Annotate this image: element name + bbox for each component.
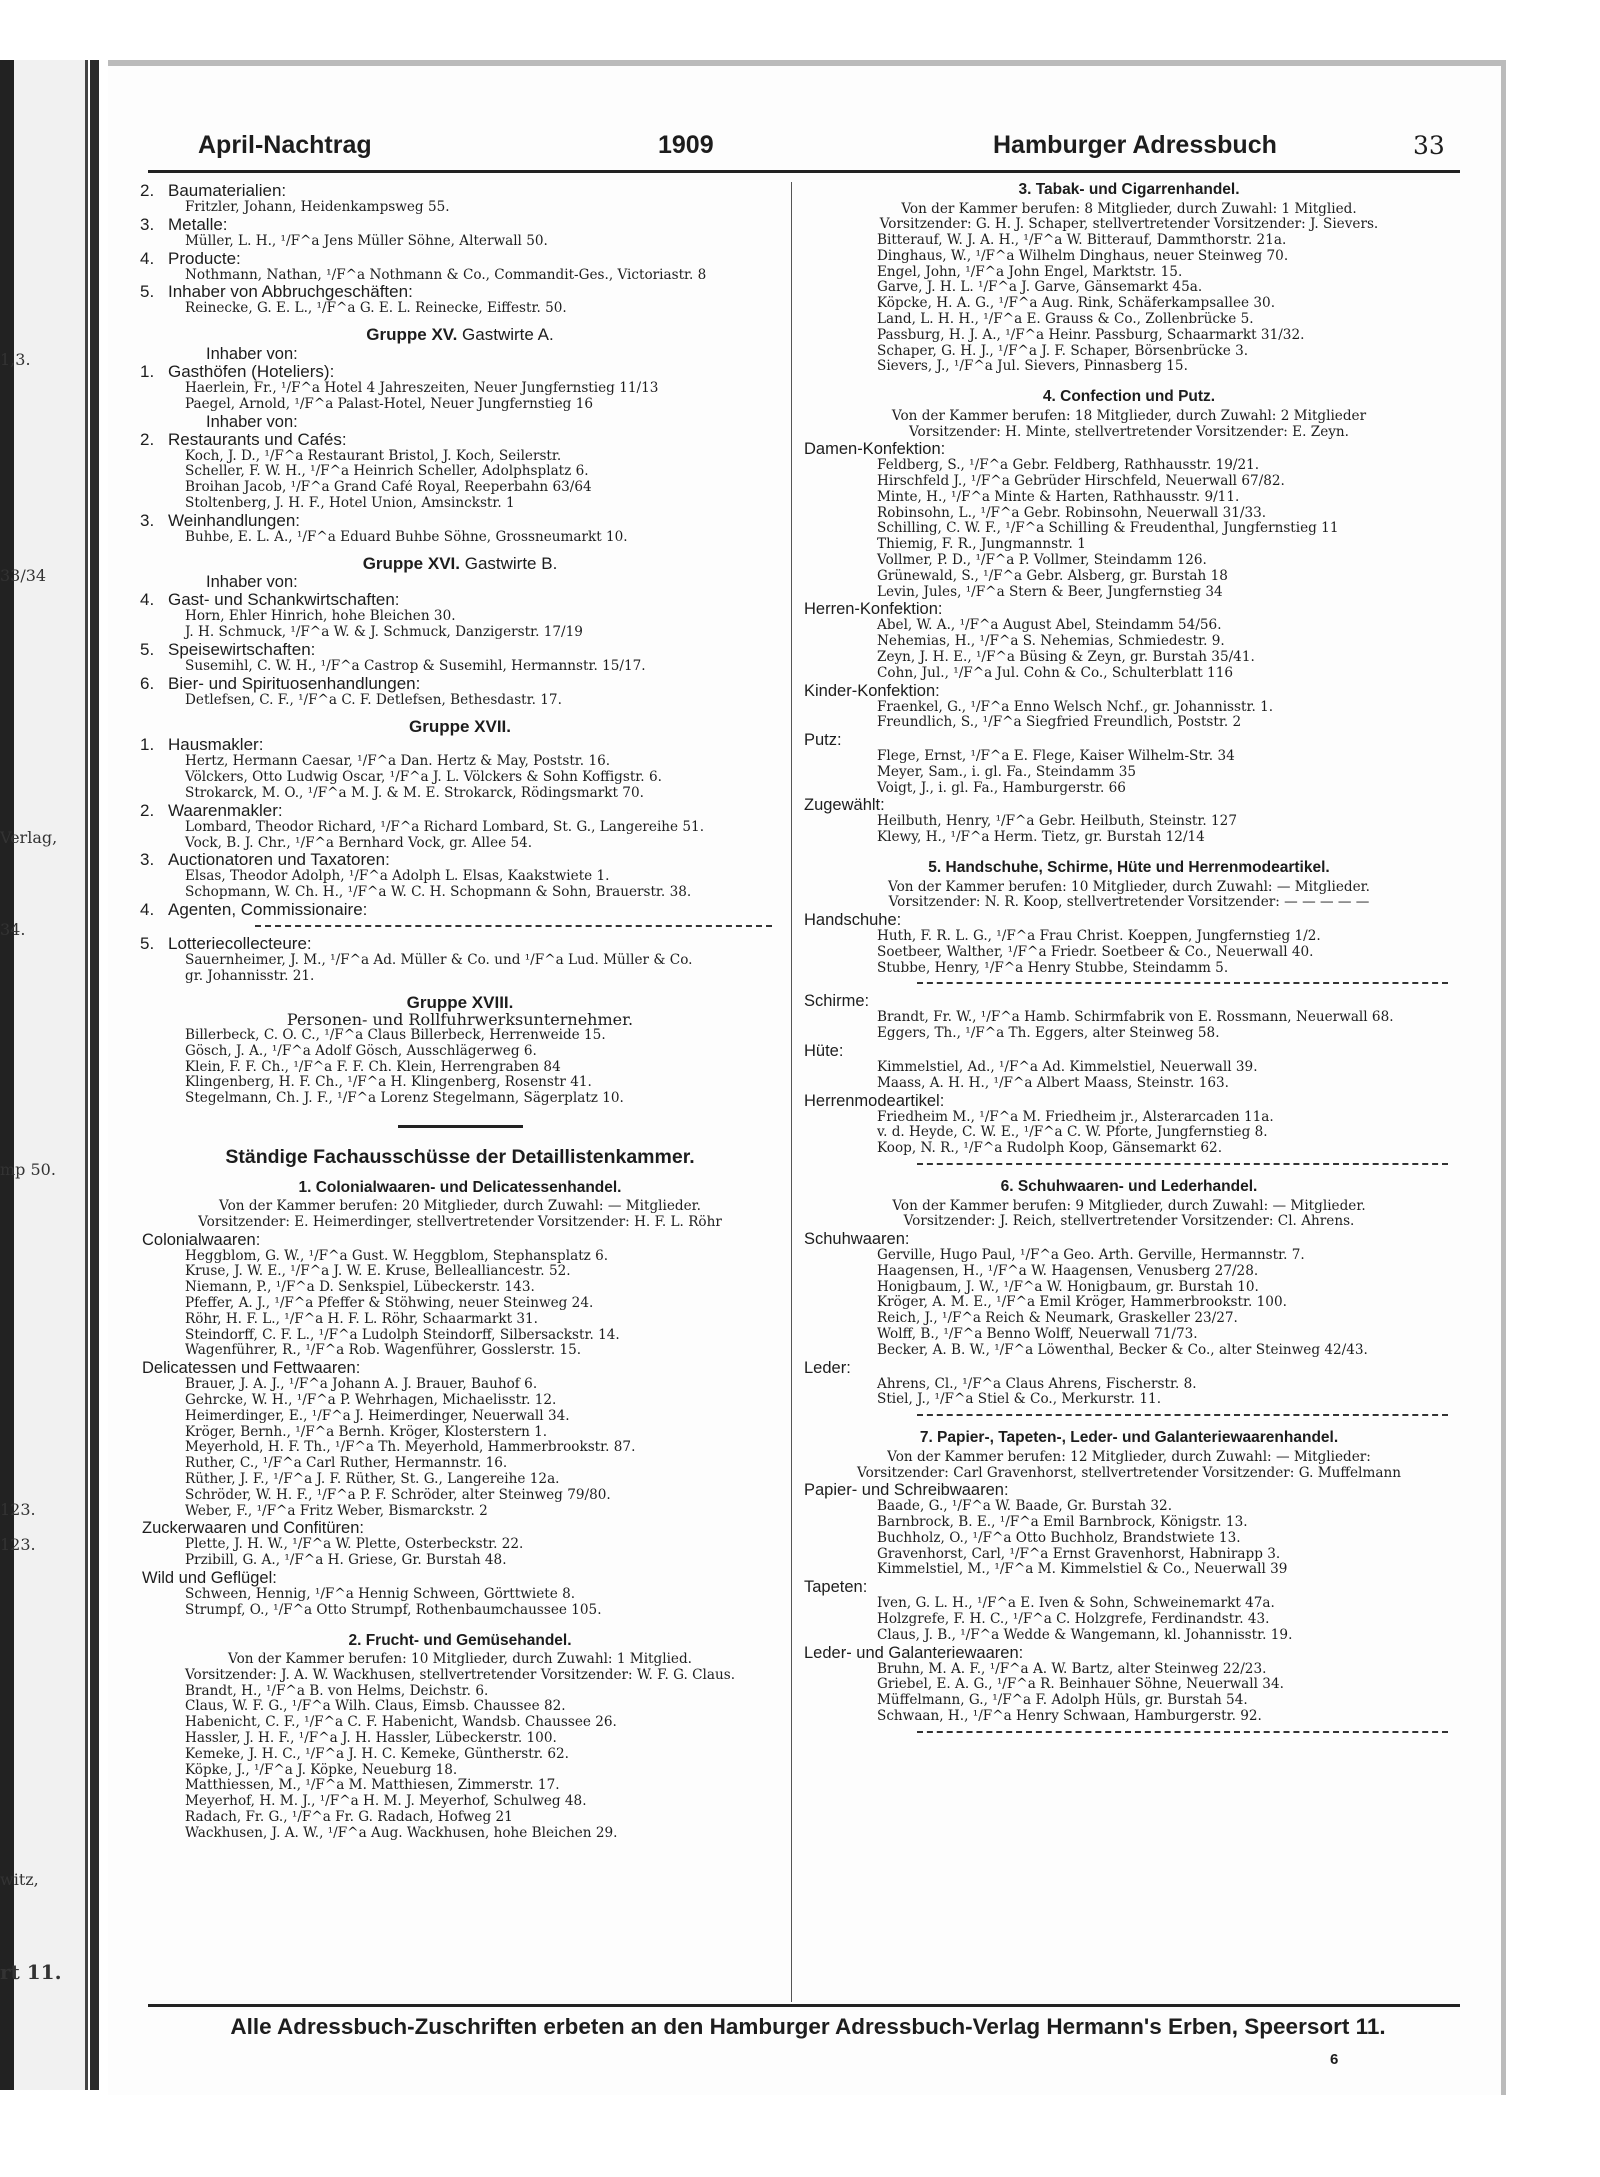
list-item: Klewy, H., ¹/F^a Herm. Tietz, gr. Burstah 12/14 <box>877 830 1205 846</box>
header-title: Hamburger Adressbuch <box>993 131 1277 159</box>
list-item: Bitterauf, W. J. A. H., ¹/F^a W. Bitterauf, Dammthorstr. 21a. <box>877 232 1287 248</box>
list-item: Broihan Jacob, ¹/F^a Grand Café Royal, Reeperbahn 63/64 <box>185 480 592 496</box>
separator-rule <box>398 1125 523 1128</box>
list-item: Buhbe, E. L. A., ¹/F^a Eduard Buhbe Söhne, Grossneumarkt 10. <box>185 529 628 545</box>
committee-meta: Vorsitzender: J. Reich, stellvertretender Vorsitzender: Cl. Ahrens. <box>903 1213 1355 1230</box>
list-item: Claus, W. F. G., ¹/F^a Wilh. Claus, Eimsb. Chaussee 82. <box>185 1699 566 1715</box>
spine-fragment: 34. <box>0 920 26 939</box>
list-item: Kröger, A. M. E., ¹/F^a Emil Kröger, Hammerbrookstr. 100. <box>877 1295 1287 1311</box>
list-item: Nehemias, H., ¹/F^a S. Nehemias, Schmiedestr. 9. <box>877 634 1225 650</box>
list-item: Völckers, Otto Ludwig Oscar, ¹/F^a J. L. Völckers & Sohn Koffigstr. 6. <box>185 770 662 786</box>
list-item: Brandt, H., ¹/F^a B. von Helms, Deichstr. 6. <box>185 1683 489 1699</box>
list-item: Susemihl, C. W. H., ¹/F^a Castrop & Susemihl, Hermannstr. 15/17. <box>185 658 646 674</box>
list-item: Garve, J. H. L. ¹/F^a J. Garve, Gänsemarkt 45a. <box>877 280 1203 296</box>
list-item: Haagensen, H., ¹/F^a W. Haagensen, Venusberg 27/28. <box>877 1263 1259 1279</box>
list-item: Robinsohn, L., ¹/F^a Gebr. Robinsohn, Neuerwall 31/33. <box>877 505 1267 521</box>
list-item: Barnbrock, B. E., ¹/F^a Emil Barnbrock, Königstr. 13. <box>877 1514 1248 1530</box>
page-number: 33 <box>1413 131 1445 160</box>
list-item: Gösch, J. A., ¹/F^a Adolf Gösch, Ausschlägerweg 6. <box>185 1043 537 1059</box>
list-item: Fritzler, Johann, Heidenkampsweg 55. <box>185 200 450 215</box>
list-item: Scheller, F. W. H., ¹/F^a Heinrich Scheller, Adolphsplatz 6. <box>185 464 589 480</box>
list-item: Freundlich, S., ¹/F^a Siegfried Freundlich, Poststr. 2 <box>877 715 1242 731</box>
list-item: Plette, J. H. W., ¹/F^a W. Plette, Osterbeckstr. 22. <box>185 1537 524 1553</box>
category-row <box>140 512 780 530</box>
section-title: 7. Papier-, Tapeten-, Leder- und Galanteriewaarenhandel. <box>919 1429 1339 1447</box>
list-item: Eggers, Th., ¹/F^a Th. Eggers, alter Steinweg 58. <box>877 1026 1220 1042</box>
list-item: J. H. Schmuck, ¹/F^a W. & J. Schmuck, Danzigerstr. 17/19 <box>185 625 583 641</box>
list-item: Schaper, G. H. J., ¹/F^a J. F. Schaper, Börsenbrücke 3. <box>877 343 1249 359</box>
list-item: Soetbeer, Walther, ¹/F^a Friedr. Soetbeer & Co., Neuerwall 40. <box>877 944 1314 960</box>
category-label: Zugewählt: <box>804 796 885 815</box>
category-number: 1. <box>140 361 155 381</box>
list-item: Przibill, G. A., ¹/F^a H. Griese, Gr. Burstah 48. <box>185 1553 507 1569</box>
group-title <box>140 992 780 1012</box>
category-row <box>140 935 780 953</box>
list-item: Fraenkel, G., ¹/F^a Enno Welsch Nchf., gr. Johannisstr. 1. <box>877 699 1274 715</box>
page-edge <box>90 60 99 2090</box>
category-label: Hüte: <box>804 1042 844 1061</box>
list-item: Kimmelstiel, Ad., ¹/F^a Ad. Kimmelstiel, Neuerwall 39. <box>877 1060 1258 1076</box>
list-item: Land, L. H. H., ¹/F^a E. Grauss & Co., Zollenbrücke 5. <box>877 311 1254 327</box>
category-number: 5. <box>140 639 155 659</box>
committee-meta: Von der Kammer berufen: 12 Mitglieder, durch Zuwahl: — Mitglieder: <box>887 1448 1371 1465</box>
list-item: Maass, A. H. H., ¹/F^a Albert Maass, Steinstr. 163. <box>877 1075 1229 1091</box>
list-item: Huth, F. R. L. G., ¹/F^a Frau Christ. Koeppen, Jungfernstieg 1/2. <box>877 929 1321 945</box>
category-label: Wild und Geflügel: <box>142 1569 277 1588</box>
list-item: Hirschfeld J., ¹/F^a Gebrüder Hirschfeld, Neuerwall 67/82. <box>877 473 1285 489</box>
spine-fragment: mp 50. <box>0 1160 56 1179</box>
list-item: Vock, B. J. Chr., ¹/F^a Bernhard Vock, gr. Allee 54. <box>185 835 533 851</box>
category-label: Papier- und Schreibwaaren: <box>804 1481 1009 1500</box>
category-row <box>140 182 780 200</box>
category-label: Delicatessen und Fettwaaren: <box>142 1359 361 1378</box>
group-subtitle: Gastwirte B. <box>464 553 558 573</box>
category-label: Schuhwaaren: <box>804 1230 910 1249</box>
list-item: Kruse, J. W. E., ¹/F^a J. W. E. Kruse, Bellealliancestr. 52. <box>185 1264 571 1280</box>
list-item: Detlefsen, C. F., ¹/F^a C. F. Detlefsen, Bethesdastr. 17. <box>185 692 562 708</box>
list-item: Reinecke, G. E. L., ¹/F^a G. E. L. Reinecke, Eiffestr. 50. <box>185 301 567 317</box>
list-item: Heilbuth, Henry, ¹/F^a Gebr. Heilbuth, Steinstr. 127 <box>877 814 1237 830</box>
list-item: Koch, J. D., ¹/F^a Restaurant Bristol, J. Koch, Seilerstr. <box>185 448 562 464</box>
group-number: Gruppe XVIII. <box>406 992 514 1012</box>
category-row <box>140 363 780 381</box>
footer-notice: Alle Adressbuch-Zuschriften erbeten an den Hamburger Adressbuch-Verlag Hermann's Erben, Speersort 11. <box>230 2014 1386 2039</box>
blank-line-dashes <box>917 1731 1448 1733</box>
committee-meta: Von der Kammer berufen: 9 Mitglieder, durch Zuwahl: — Mitglieder. <box>892 1197 1366 1214</box>
list-item: v. d. Heyde, C. W. E., ¹/F^a C. W. Pforte, Jungfernstieg 8. <box>877 1125 1268 1141</box>
group-number: Gruppe XV. <box>366 325 458 345</box>
spine-fragment: Verlag, <box>0 828 58 847</box>
list-item: Passburg, H. J. A., ¹/F^a Heinr. Passburg, Schaarmarkt 31/32. <box>877 327 1305 343</box>
category-label: Kinder-Konfektion: <box>804 681 940 700</box>
blank-line-dashes <box>255 925 772 927</box>
list-item: Reich, J., ¹/F^a Reich & Neumark, Graskeller 23/27. <box>877 1311 1238 1327</box>
list-item: Sauernheimer, J. M., ¹/F^a Ad. Müller & Co. und ¹/F^a Lud. Müller & Co. <box>185 952 693 968</box>
list-item: Levin, Jules, ¹/F^a Stern & Beer, Jungfernstieg 34 <box>877 584 1223 600</box>
list-item: Honigbaum, J. W., ¹/F^a W. Honigbaum, gr. Burstah 10. <box>877 1279 1259 1295</box>
list-item: Gehrcke, W. H., ¹/F^a P. Wehrhagen, Michaelisstr. 12. <box>185 1393 557 1409</box>
standing-committees-heading: Ständige Fachausschüsse der Detaillistenkammer. <box>225 1145 695 1168</box>
category-label: Metalle: <box>168 214 228 234</box>
category-number: 3. <box>140 214 155 234</box>
list-item: Kimmelstiel, M., ¹/F^a M. Kimmelstiel & Co., Neuerwall 39 <box>877 1562 1288 1578</box>
list-item: Stoltenberg, J. H. F., Hotel Union, Amsinckstr. 1 <box>185 495 515 511</box>
header-year: 1909 <box>658 131 714 159</box>
list-item: Wackhusen, J. A. W., ¹/F^a Aug. Wackhusen, hohe Bleichen 29. <box>185 1825 618 1841</box>
directory-page <box>108 60 1506 2095</box>
list-item: Wagenführer, R., ¹/F^a Rob. Wagenführer, Gosslerstr. 15. <box>185 1343 582 1359</box>
committee-meta: Von der Kammer berufen: 10 Mitglieder, durch Zuwahl: — Mitglieder. <box>888 878 1370 895</box>
section-title: 2. Frucht- und Gemüsehandel. <box>348 1631 572 1649</box>
list-item: Ahrens, Cl., ¹/F^a Claus Ahrens, Fischerstr. 8. <box>877 1376 1197 1392</box>
list-item: Matthiessen, M., ¹/F^a M. Matthiesen, Zimmerstr. 17. <box>185 1778 560 1794</box>
list-item: Schwaan, H., ¹/F^a Henry Schwaan, Hamburgerstr. 92. <box>877 1708 1262 1724</box>
list-item: Schilling, C. W. F., ¹/F^a Schilling & Freudenthal, Jungfernstieg 11 <box>877 521 1339 537</box>
list-item: Habenicht, C. F., ¹/F^a C. F. Habenicht, Wandsb. Chaussee 26. <box>185 1715 617 1731</box>
list-item: Lombard, Theodor Richard, ¹/F^a Richard Lombard, St. G., Langereihe 51. <box>185 819 705 835</box>
list-item: Schween, Hennig, ¹/F^a Hennig Schween, Görttwiete 8. <box>185 1587 576 1603</box>
list-item: Meyer, Sam., i. gl. Fa., Steindamm 35 <box>877 764 1136 780</box>
list-item: Pfeffer, A. J., ¹/F^a Pfeffer & Stöhwing, neuer Steinweg 24. <box>185 1296 594 1312</box>
list-item: Hassler, J. H. F., ¹/F^a J. H. Hassler, Lübeckerstr. 100. <box>185 1730 557 1746</box>
category-label: Handschuhe: <box>804 911 902 930</box>
group-title <box>140 327 780 343</box>
category-label: Zuckerwaaren und Confitüren: <box>142 1519 364 1538</box>
category-label: Putz: <box>804 731 842 750</box>
inhaber-label: Inhaber von: <box>206 344 298 363</box>
list-item: Brauer, J. A. J., ¹/F^a Johann A. J. Brauer, Bauhof 6. <box>185 1377 538 1393</box>
category-number: 2. <box>140 429 155 449</box>
list-item: Engel, John, ¹/F^a John Engel, Marktstr. 15. <box>877 264 1183 280</box>
group-title <box>140 716 780 736</box>
right-column <box>791 182 1456 2002</box>
category-label: Tapeten: <box>804 1578 868 1597</box>
category-label: Bier- und Spirituosenhandlungen: <box>168 673 421 693</box>
category-row <box>140 736 780 754</box>
list-item: Wolff, B., ¹/F^a Benno Wolff, Neuerwall 71/73. <box>877 1327 1198 1342</box>
spine-fragment: 1,3. <box>0 350 31 369</box>
section-title: 3. Tabak- und Cigarrenhandel. <box>1018 181 1240 198</box>
committee-meta: Vorsitzender: J. A. W. Wackhusen, stellvertretender Vorsitzender: W. F. G. Claus. <box>184 1667 736 1683</box>
category-label: Lotteriecollecteure: <box>168 933 312 953</box>
category-number: 3. <box>140 850 155 870</box>
left-column <box>140 182 780 1842</box>
list-item: Klein, F. F. Ch., ¹/F^a F. F. Ch. Klein, Herrengraben 84 <box>185 1059 561 1075</box>
category-label: Herren-Konfektion: <box>804 600 943 619</box>
list-item: Nothmann, Nathan, ¹/F^a Nothmann & Co., Commandit-Ges., Victoriastr. 8 <box>185 267 707 283</box>
list-item: Griebel, E. A. G., ¹/F^a R. Beinhauer Söhne, Neuerwall 34. <box>877 1677 1284 1693</box>
category-number: 4. <box>140 590 155 610</box>
list-item: Iven, G. L. H., ¹/F^a E. Iven & Sohn, Schweinemarkt 47a. <box>877 1596 1275 1612</box>
section-title: 4. Confection und Putz. <box>1042 388 1216 406</box>
list-item: Elsas, Theodor Adolph, ¹/F^a Adolph L. Elsas, Kaakstwiete 1. <box>185 869 610 885</box>
category-row <box>140 431 780 449</box>
list-item: Minte, H., ¹/F^a Minte & Harten, Rathhausstr. 9/11. <box>877 489 1240 505</box>
inhaber-label: Inhaber von: <box>206 573 298 592</box>
list-item: Röhr, H. F. L., ¹/F^a H. F. L. Röhr, Schaarmarkt 31. <box>185 1311 539 1327</box>
category-number: 2. <box>140 800 155 820</box>
category-row <box>140 641 780 659</box>
group-number: Gruppe XVI. <box>362 553 460 573</box>
spine-fragment: rt 11. <box>0 1960 62 1984</box>
category-number: 6. <box>140 673 155 693</box>
committee-meta: Von der Kammer berufen: 20 Mitglieder, durch Zuwahl: — Mitglieder. <box>219 1198 701 1215</box>
list-item: Ruther, C., ¹/F^a Carl Ruther, Hermannstr. 16. <box>185 1456 508 1472</box>
list-item: Müffelmann, G., ¹/F^a F. Adolph Hüls, gr. Burstah 54. <box>877 1693 1248 1709</box>
list-item: Cohn, Jul., ¹/F^a Jul. Cohn & Co., Schulterblatt 116 <box>877 665 1234 681</box>
list-item: Kemeke, J. H. C., ¹/F^a J. H. C. Kemeke, Güntherstr. 62. <box>185 1746 570 1762</box>
list-item: Müller, L. H., ¹/F^a Jens Müller Söhne, Alterwall 50. <box>185 233 548 249</box>
list-item: Horn, Ehler Hinrich, hohe Bleichen 30. <box>185 609 456 625</box>
spine-fragment: 123. <box>0 1535 36 1554</box>
list-item: Weber, F., ¹/F^a Fritz Weber, Bismarckstr. 2 <box>185 1503 488 1519</box>
previous-page-spine <box>0 60 88 2090</box>
list-item: Niemann, P., ¹/F^a D. Senkspiel, Lübeckerstr. 143. <box>185 1280 535 1296</box>
list-item: Stiel, J., ¹/F^a Stiel & Co., Merkurstr. 11. <box>877 1392 1162 1408</box>
committee-meta: Von der Kammer berufen: 10 Mitglieder, durch Zuwahl: 1 Mitglied. <box>228 1651 692 1668</box>
list-item: Abel, W. A., ¹/F^a August Abel, Steindamm 54/56. <box>877 618 1222 634</box>
list-item: Gravenhorst, Carl, ¹/F^a Ernst Gravenhorst, Habnirapp 3. <box>877 1546 1281 1562</box>
list-item: Heggblom, G. W., ¹/F^a Gust. W. Heggblom, Stephansplatz 6. <box>185 1248 609 1264</box>
list-item: Schopmann, W. Ch. H., ¹/F^a W. C. H. Schopmann & Sohn, Brauerstr. 38. <box>185 885 692 901</box>
footer-rule <box>148 2004 1460 2007</box>
list-item: Hertz, Hermann Caesar, ¹/F^a Dan. Hertz & May, Poststr. 16. <box>185 754 611 770</box>
list-item: Stegelmann, Ch. J. F., ¹/F^a Lorenz Stegelmann, Sägerplatz 10. <box>185 1091 624 1107</box>
list-item: Köpcke, H. A. G., ¹/F^a Aug. Rink, Schäferkampsallee 30. <box>877 296 1276 312</box>
category-label: Damen-Konfektion: <box>804 440 946 459</box>
committee-meta: Vorsitzender: H. Minte, stellvertretender Vorsitzender: E. Zeyn. <box>908 423 1349 440</box>
section-title: 5. Handschuhe, Schirme, Hüte und Herrenmodeartikel. <box>928 859 1330 877</box>
list-item: Strumpf, O., ¹/F^a Otto Strumpf, Rothenbaumchaussee 105. <box>185 1602 602 1618</box>
list-item: Köpke, J., ¹/F^a J. Köpke, Neueburg 18. <box>185 1762 458 1778</box>
category-label: Colonialwaaren: <box>142 1230 261 1249</box>
list-item: Koop, N. R., ¹/F^a Rudolph Koop, Gänsemarkt 62. <box>877 1141 1223 1157</box>
list-item: Buchholz, O., ¹/F^a Otto Buchholz, Brandstwiete 13. <box>877 1530 1241 1546</box>
list-item: Gerville, Hugo Paul, ¹/F^a Geo. Arth. Gerville, Hermannstr. 7. <box>877 1248 1305 1264</box>
category-number: 5. <box>140 282 155 302</box>
list-item: Flege, Ernst, ¹/F^a E. Flege, Kaiser Wilhelm-Str. 34 <box>877 749 1235 765</box>
blank-line-dashes <box>917 1414 1448 1416</box>
list-item: gr. Johannisstr. 21. <box>185 968 315 984</box>
list-item: Dinghaus, W., ¹/F^a Wilhelm Dinghaus, neuer Steinweg 70. <box>877 248 1289 264</box>
list-item: Holzgrefe, F. H. C., ¹/F^a C. Holzgrefe, Ferdinandstr. 43. <box>877 1611 1270 1627</box>
category-row <box>140 283 780 301</box>
group-title <box>140 553 780 573</box>
category-label: Hausmakler: <box>168 735 264 755</box>
category-label: Leder- und Galanteriewaaren: <box>804 1643 1024 1662</box>
category-number: 4. <box>140 248 155 268</box>
list-item: Feldberg, S., ¹/F^a Gebr. Feldberg, Rathhausstr. 19/21. <box>877 458 1260 474</box>
list-item: Heimerdinger, E., ¹/F^a J. Heimerdinger, Neuerwall 34. <box>185 1408 570 1424</box>
category-label: Leder: <box>804 1358 851 1377</box>
list-item: Paegel, Arnold, ¹/F^a Palast-Hotel, Neuer Jungfernstieg 16 <box>185 396 594 412</box>
spine-fragment: 33/34 <box>0 566 47 585</box>
committee-meta: Von der Kammer berufen: 18 Mitglieder, durch Zuwahl: 2 Mitglieder <box>891 407 1367 424</box>
category-row <box>140 851 780 869</box>
category-label: Waarenmakler: <box>168 800 283 820</box>
category-label: Inhaber von Abbruchgeschäften: <box>168 282 413 302</box>
list-item: Vollmer, P. D., ¹/F^a P. Vollmer, Steindamm 126. <box>877 552 1207 568</box>
category-row <box>140 216 780 234</box>
list-item: Schröder, W. H. F., ¹/F^a P. F. Schröder, alter Steinweg 79/80. <box>185 1487 611 1503</box>
list-item: Bruhn, M. A. F., ¹/F^a A. W. Bartz, alter Steinweg 22/23. <box>877 1661 1267 1677</box>
category-number: 2. <box>140 181 155 200</box>
blank-line-dashes <box>917 1163 1448 1165</box>
signature-mark: 6 <box>1330 2051 1339 2068</box>
category-number: 5. <box>140 933 155 953</box>
list-item: Kröger, Bernh., ¹/F^a Bernh. Kröger, Klosterstern 1. <box>185 1424 548 1440</box>
spine-fragment: 123. <box>0 1500 36 1519</box>
committee-meta: Vorsitzender: G. H. J. Schaper, stellvertretender Vorsitzender: J. Sievers. <box>879 216 1379 233</box>
category-label: Weinhandlungen: <box>168 510 301 530</box>
header-supplement: April-Nachtrag <box>198 131 372 159</box>
category-label: Restaurants und Cafés: <box>168 429 347 449</box>
list-item: Rüther, J. F., ¹/F^a J. F. Rüther, St. G., Langereihe 12a. <box>185 1472 560 1488</box>
inhaber-label: Inhaber von: <box>206 412 298 431</box>
group-number: Gruppe XVII. <box>408 716 512 736</box>
committee-meta: Vorsitzender: Carl Gravenhorst, stellvertretender Vorsitzender: G. Muffelmann <box>857 1464 1401 1481</box>
section-title: 1. Colonialwaaren- und Delicatessenhandel. <box>298 1178 622 1196</box>
category-label: Auctionatoren und Taxatoren: <box>168 850 390 870</box>
spine-fragment: witz, <box>0 1870 39 1889</box>
list-item: Thiemig, F. R., Jungmannstr. 1 <box>877 537 1086 553</box>
category-label: Producte: <box>168 248 241 268</box>
list-item: Grünewald, S., ¹/F^a Gebr. Alsberg, gr. Burstah 18 <box>877 568 1228 584</box>
page-header <box>148 131 1460 171</box>
list-item: Voigt, J., i. gl. Fa., Hamburgerstr. 66 <box>877 780 1126 796</box>
committee-meta: Vorsitzender: N. R. Koop, stellvertretender Vorsitzender: — — — — — <box>888 894 1370 911</box>
category-label: Gast- und Schankwirtschaften: <box>168 590 400 610</box>
category-label: Gasthöfen (Hoteliers): <box>168 361 335 381</box>
category-label: Agenten, Commissionaire: <box>168 899 368 919</box>
group-subtitle: Personen- und Rollfuhrwerksunternehmer. <box>286 1010 634 1030</box>
committee-meta: Vorsitzender: E. Heimerdinger, stellvertretender Vorsitzender: H. F. L. Röhr <box>198 1214 722 1231</box>
list-item: Haerlein, Fr., ¹/F^a Hotel 4 Jahreszeiten, Neuer Jungfernstieg 11/13 <box>185 380 659 396</box>
list-item: Friedheim M., ¹/F^a M. Friedheim jr., Alsterarcaden 11a. <box>877 1109 1274 1125</box>
list-item: Strokarck, M. O., ¹/F^a M. J. & M. E. Strokarck, Rödingsmarkt 70. <box>185 785 644 801</box>
category-row <box>140 802 780 820</box>
group-subtitle: Gastwirte A. <box>462 325 554 345</box>
category-row <box>140 675 780 693</box>
list-item: Zeyn, J. H. E., ¹/F^a Büsing & Zeyn, gr. Burstah 35/41. <box>877 649 1255 665</box>
category-label: Schirme: <box>804 992 870 1011</box>
list-item: Radach, Fr. G., ¹/F^a Fr. G. Radach, Hofweg 21 <box>185 1809 513 1825</box>
committee-meta: Von der Kammer berufen: 8 Mitglieder, durch Zuwahl: 1 Mitglied. <box>901 200 1357 217</box>
category-number: 1. <box>140 735 155 755</box>
category-row <box>140 591 780 609</box>
list-item: Klingenberg, H. F. Ch., ¹/F^a H. Klingenberg, Rosenstr 41. <box>185 1075 592 1091</box>
list-item: Brandt, Fr. W., ¹/F^a Hamb. Schirmfabrik von E. Rossmann, Neuerwall 68. <box>877 1010 1394 1026</box>
header-rule <box>148 170 1460 173</box>
section-title: 6. Schuhwaaren- und Lederhandel. <box>1000 1178 1258 1196</box>
category-label: Herrenmodeartikel: <box>804 1091 945 1110</box>
category-label: Baumaterialien: <box>168 181 287 200</box>
category-label: Speisewirtschaften: <box>168 639 316 659</box>
list-item: Meyerhold, H. F. Th., ¹/F^a Th. Meyerhold, Hammerbrookstr. 87. <box>185 1440 636 1456</box>
category-number: 4. <box>140 899 155 919</box>
category-row <box>140 901 780 919</box>
list-item: Stubbe, Henry, ¹/F^a Henry Stubbe, Steindamm 5. <box>877 960 1229 976</box>
category-number: 3. <box>140 510 155 530</box>
list-item: Meyerhof, H. M. J., ¹/F^a H. M. J. Meyerhof, Schulweg 48. <box>185 1794 587 1810</box>
list-item: Baade, G., ¹/F^a W. Baade, Gr. Burstah 32. <box>877 1499 1173 1515</box>
list-item: Claus, J. B., ¹/F^a Wedde & Wangemann, kl. Johannisstr. 19. <box>877 1627 1293 1643</box>
list-item: Becker, A. B. W., ¹/F^a Löwenthal, Becker & Co., alter Steinweg 42/43. <box>877 1342 1368 1358</box>
list-item: Sievers, J., ¹/F^a Jul. Sievers, Pinnasberg 15. <box>877 359 1188 375</box>
list-item: Billerbeck, C. O. C., ¹/F^a Claus Billerbeck, Herrenweide 15. <box>185 1027 606 1043</box>
blank-line-dashes <box>917 982 1448 984</box>
category-row <box>140 250 780 268</box>
list-item: Steindorff, C. F. L., ¹/F^a Ludolph Steindorff, Silbersackstr. 14. <box>185 1327 620 1343</box>
